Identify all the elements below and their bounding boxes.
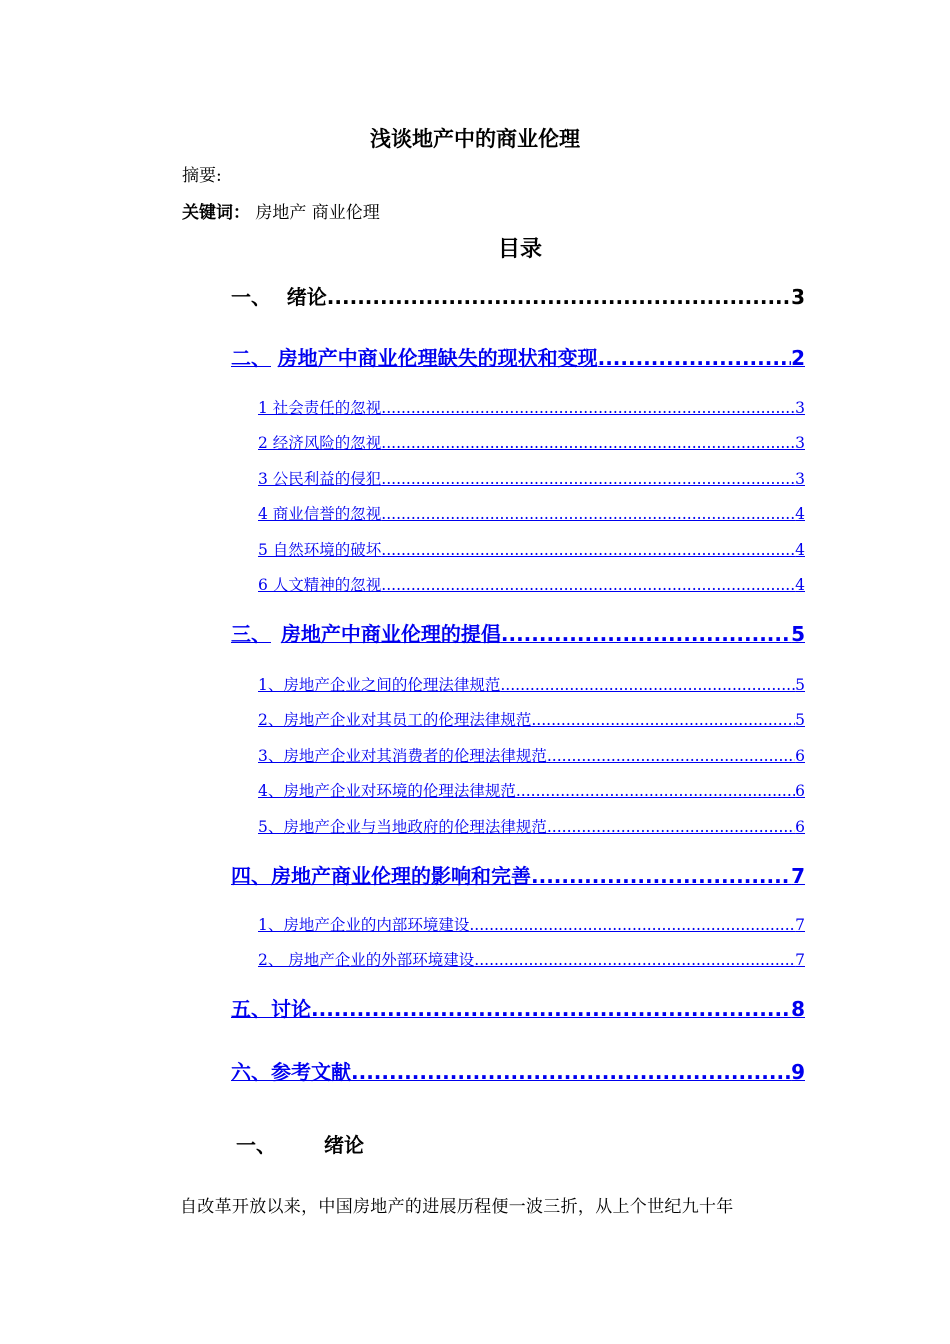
toc-leader: [381, 505, 795, 523]
toc-leader: [381, 576, 795, 594]
toc-entry-intro[interactable]: [231, 281, 805, 311]
toc-subentry[interactable]: [258, 573, 805, 597]
toc-leader: [311, 997, 791, 1021]
toc-subentry[interactable]: [258, 815, 805, 839]
toc-entry-text: 5 自然环境的破坏: [258, 541, 382, 559]
toc-subentry[interactable]: [258, 467, 805, 491]
toc-entry-number: 三、: [231, 622, 271, 646]
toc-subentry[interactable]: [258, 948, 805, 972]
toc-entry-page: 3: [795, 399, 805, 417]
toc-leader: [547, 747, 795, 765]
toc-leader: [351, 1060, 791, 1084]
toc-entry-text: 1 社会责任的忽视: [258, 399, 382, 417]
keywords-line: [182, 198, 380, 223]
toc-subentry[interactable]: [258, 913, 805, 937]
toc-subentry[interactable]: [258, 538, 805, 562]
toc-entry-page: 5: [791, 622, 805, 646]
toc-entry-page: 5: [795, 676, 805, 694]
toc-entry-text: 1、房地产企业之间的伦理法律规范: [258, 676, 501, 694]
toc-leader: [531, 864, 791, 888]
abstract-line: [182, 161, 222, 186]
toc-subentry[interactable]: [258, 708, 805, 732]
section-title: 绪论: [324, 1133, 364, 1157]
toc-leader: [501, 622, 791, 646]
toc-leader: [381, 434, 795, 452]
toc-entry-number: 二、: [231, 346, 271, 370]
toc-entry-text: 4 商业信誉的忽视: [258, 505, 382, 523]
toc-leader: [547, 818, 795, 836]
toc-entry-text: 2、房地产企业对其员工的伦理法律规范: [258, 711, 532, 729]
abstract-label: 摘要:: [182, 166, 222, 186]
toc-entry-page: 5: [795, 711, 805, 729]
toc-entry-page: 4: [795, 505, 805, 523]
keywords-label: 关键词：: [182, 203, 250, 223]
toc-subentry[interactable]: [258, 396, 805, 420]
toc-entry-page: 6: [795, 818, 805, 836]
toc-entry-page: 3: [795, 470, 805, 488]
toc-entry-text: 2 经济风险的忽视: [258, 434, 382, 452]
toc-entry-text: 1、房地产企业的内部环境建设: [258, 916, 470, 934]
toc-leader: [598, 346, 791, 370]
toc-leader: [381, 541, 795, 559]
toc-entry-page: 3: [795, 434, 805, 452]
toc-entry-page: 4: [795, 541, 805, 559]
toc-subentry[interactable]: [258, 431, 805, 455]
toc-title: 目录: [497, 237, 542, 262]
toc-entry-section-5[interactable]: [231, 993, 805, 1023]
section-number: 一、: [236, 1133, 276, 1157]
toc-leader: [516, 782, 795, 800]
toc-entry-text: 3 公民利益的侵犯: [258, 470, 382, 488]
toc-entry-page: 6: [795, 747, 805, 765]
toc-leader: [381, 470, 795, 488]
toc-entry-number: 一、: [231, 285, 271, 309]
toc-entry-text: 五、讨论: [231, 997, 311, 1021]
toc-entry-text: 六、参考文献: [231, 1060, 351, 1084]
toc-subentry[interactable]: [258, 779, 805, 803]
toc-entry-section-6[interactable]: [231, 1056, 805, 1086]
toc-entry-text: 3、房地产企业对其消费者的伦理法律规范: [258, 747, 547, 765]
toc-entry-text: 四、房地产商业伦理的影响和完善: [231, 864, 531, 888]
toc-entry-page: 7: [795, 951, 805, 969]
section-heading: [236, 1129, 364, 1158]
toc-leader: [474, 951, 795, 969]
toc-leader: [381, 399, 795, 417]
toc-entry-page: 3: [791, 285, 805, 309]
toc-entry-section-3[interactable]: [231, 618, 805, 648]
toc-entry-page: 7: [791, 864, 805, 888]
toc-entry-page: 7: [795, 916, 805, 934]
toc-entry-text: 6 人文精神的忽视: [258, 576, 382, 594]
toc-leader: [500, 676, 795, 694]
toc-entry-text: 房地产中商业伦理缺失的现状和变现: [277, 346, 598, 370]
toc-entry-text: 5、房地产企业与当地政府的伦理法律规范: [258, 818, 547, 836]
toc-subentry[interactable]: [258, 502, 805, 526]
toc-leader: [327, 285, 791, 309]
toc-entry-text: 2、 房地产企业的外部环境建设: [258, 951, 475, 969]
toc-subentry[interactable]: [258, 744, 805, 768]
toc-subentry[interactable]: [258, 673, 805, 697]
toc-entry-page: 8: [791, 997, 805, 1021]
toc-entry-section-4[interactable]: [231, 860, 805, 890]
toc-entry-page: 9: [791, 1060, 805, 1084]
body-paragraph: 自改革开放以来，中国房地产的进展历程便一波三折，从上个世纪九十年: [180, 1197, 734, 1217]
toc-entry-text: 绪论: [286, 285, 327, 309]
toc-entry-page: 4: [795, 576, 805, 594]
toc-entry-section-2[interactable]: [231, 342, 805, 372]
toc-entry-text: 房地产中商业伦理的提倡: [280, 622, 501, 646]
toc-entry-text: 4、房地产企业对环境的伦理法律规范: [258, 782, 516, 800]
keywords-value: 房地产 商业伦理: [255, 203, 380, 223]
toc-leader: [469, 916, 795, 934]
toc-entry-page: 6: [795, 782, 805, 800]
toc-entry-page: 2: [791, 346, 805, 370]
toc-leader: [531, 711, 795, 729]
document-title: 浅谈地产中的商业伦理: [370, 127, 580, 151]
